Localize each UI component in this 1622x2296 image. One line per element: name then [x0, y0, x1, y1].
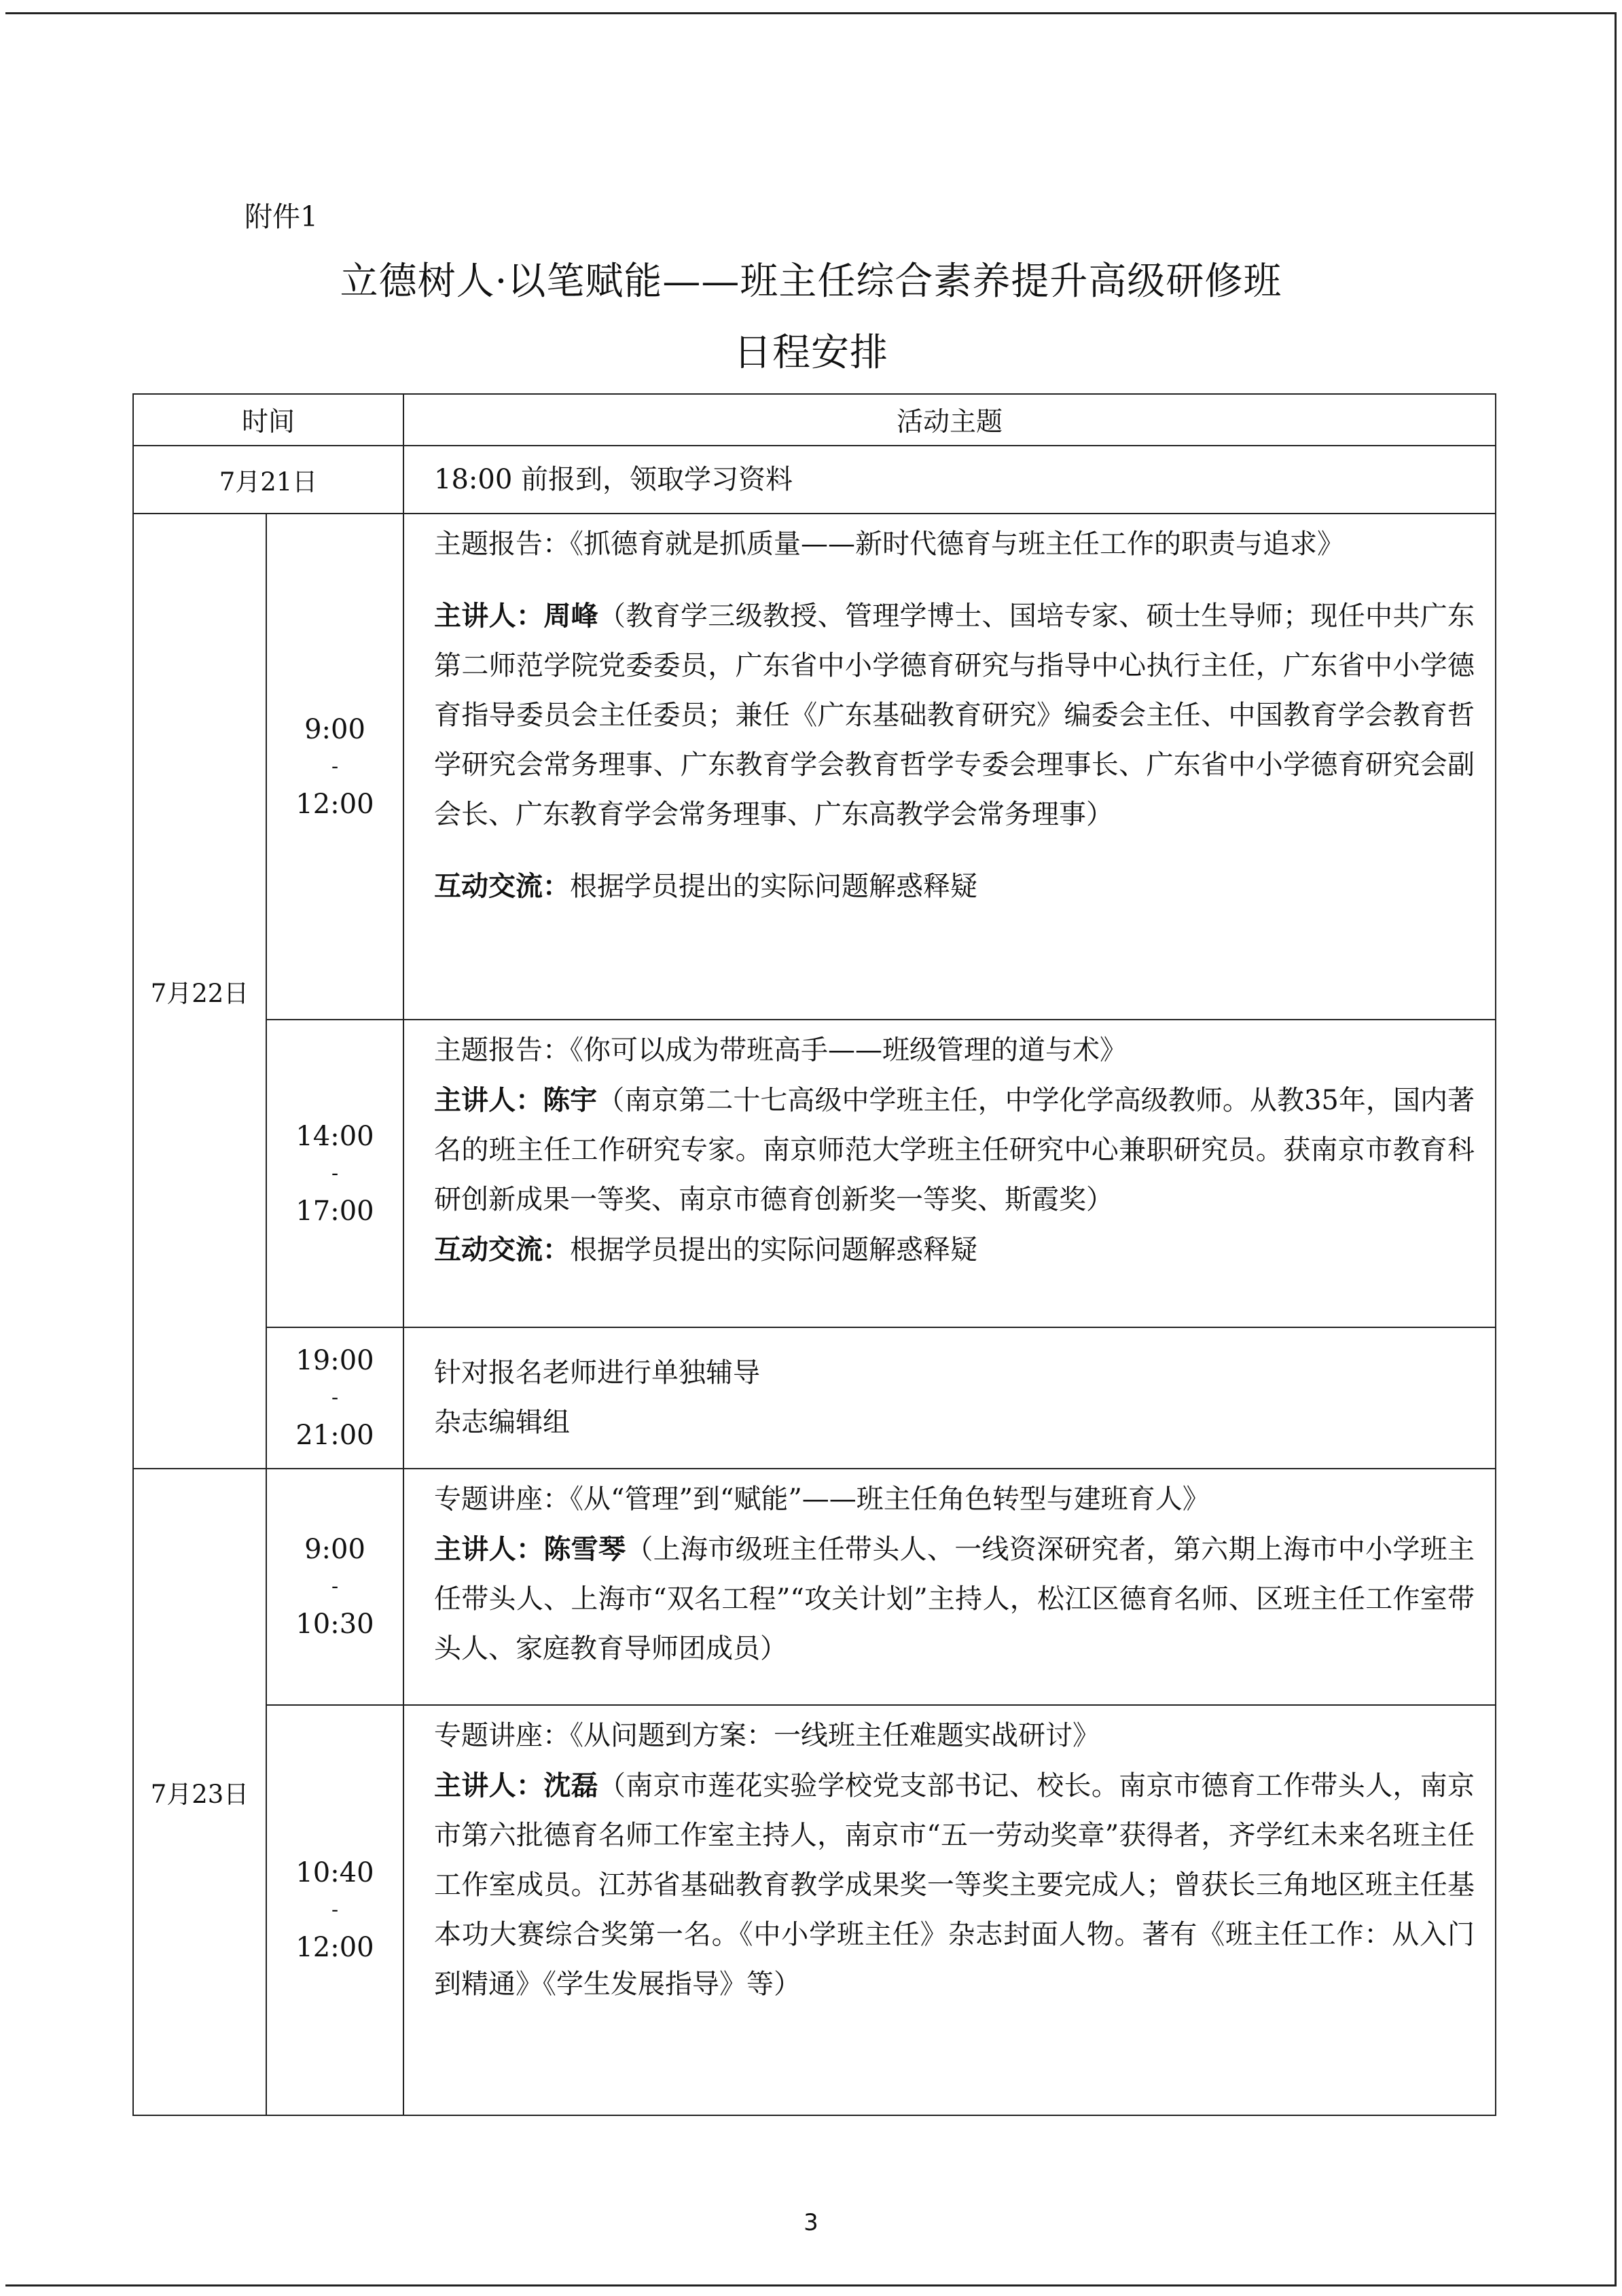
- attachment-label: 附件1: [245, 200, 319, 233]
- interaction-label: 互动交流：: [434, 1234, 571, 1266]
- activity-cell: [403, 1020, 1496, 1327]
- interaction-line: [434, 1225, 1475, 1275]
- speaker-line: [434, 591, 1475, 840]
- header-time: 时间: [133, 394, 403, 446]
- time-start: 9:00: [304, 713, 365, 745]
- table-row: [133, 1020, 1496, 1327]
- topic-label: 主题报告：: [434, 528, 571, 560]
- time-cell: [266, 1469, 403, 1705]
- speaker-line: [434, 1761, 1475, 2009]
- tutoring-line: 针对报名老师进行单独辅导: [434, 1357, 761, 1388]
- table-row: [133, 1469, 1496, 1705]
- time-cell: [266, 1705, 403, 2115]
- time-separator: -: [331, 754, 339, 778]
- activity-cell: [403, 446, 1496, 514]
- activity-cell: [403, 514, 1496, 1020]
- topic-line: [434, 520, 1475, 569]
- time-start: 14:00: [295, 1120, 374, 1152]
- speaker-label: 主讲人：: [434, 1533, 544, 1565]
- time-start: 10:40: [295, 1857, 374, 1888]
- time-separator: -: [331, 1386, 339, 1410]
- speaker-bio: （教育学三级教授、管理学博士、国培专家、硕士生导师；现任中共广东第二师范学院党委委员，广东省中小学德育研究与指导中心执行主任，广东省中小学德育指导委员会主任委员；兼任《广东基础教育研究》编委会主任、中国教育学会教育哲学研究会常务理事、广东教育学会教育哲学专委会理事长、广东省中小学德育研究会副会长、广东教育学会常务理事、广东高教学会常务理事）: [434, 600, 1475, 830]
- schedule-table: [132, 393, 1496, 2116]
- topic-title: 《你可以成为带班高手——班级管理的道与术》: [570, 1035, 1128, 1066]
- speaker-name: 周峰: [543, 600, 598, 632]
- topic-line: [434, 1475, 1475, 1524]
- date-cell: 7月23日: [133, 1469, 266, 2115]
- speaker-name: 沈磊: [543, 1770, 598, 1801]
- table-row: [133, 514, 1496, 1020]
- topic-line: [434, 1026, 1475, 1075]
- time-cell: [266, 1327, 403, 1469]
- document-subtitle: 日程安排: [734, 331, 888, 375]
- time-separator: -: [331, 1898, 339, 1922]
- time-start: 9:00: [304, 1534, 365, 1565]
- time-end: 10:30: [295, 1609, 374, 1640]
- table-row: [133, 1327, 1496, 1469]
- time-cell: [266, 514, 403, 1020]
- interaction-label: 互动交流：: [434, 870, 571, 902]
- topic-line: [434, 1711, 1475, 1761]
- document-title: 立德树人·以笔赋能——班主任综合素养提升高级研修班: [340, 259, 1282, 304]
- interaction-text: 根据学员提出的实际问题解惑释疑: [570, 1234, 978, 1266]
- topic-label: 主题报告：: [434, 1035, 571, 1066]
- topic-label: 专题讲座：: [434, 1484, 571, 1515]
- time-end: 12:00: [295, 788, 374, 820]
- speaker-line: [434, 1524, 1475, 1674]
- topic-title: 《从问题到方案：一线班主任难题实战研讨》: [570, 1720, 1100, 1751]
- editor-line: 杂志编辑组: [434, 1407, 571, 1438]
- time-start: 19:00: [295, 1345, 374, 1376]
- activity-cell: [403, 1327, 1496, 1469]
- table-row: [133, 446, 1496, 514]
- topic-title: 《抓德育就是抓质量——新时代德育与班主任工作的职责与追求》: [570, 528, 1345, 560]
- speaker-bio: （南京第二十七高级中学班主任，中学化学高级教师。从教35年，国内著名的班主任工作研究专家。南京师范大学班主任研究中心兼职研究员。获南京市教育科研创新成果一等奖、南京市德育创新奖一等奖、斯霞奖）: [434, 1085, 1475, 1215]
- date-cell: 7月22日: [133, 514, 266, 1469]
- activity-cell: [403, 1469, 1496, 1705]
- time-cell: [266, 1020, 403, 1327]
- speaker-name: 陈雪琴: [543, 1533, 626, 1565]
- time-end: 17:00: [295, 1195, 374, 1227]
- speaker-label: 主讲人：: [434, 600, 544, 632]
- speaker-name: 陈宇: [543, 1084, 598, 1116]
- topic-label: 专题讲座：: [434, 1720, 571, 1751]
- table-row: [133, 1705, 1496, 2115]
- interaction-text: 根据学员提出的实际问题解惑释疑: [570, 871, 978, 902]
- date-cell: 7月21日: [133, 446, 403, 514]
- speaker-bio: （南京市莲花实验学校党支部书记、校长。南京市德育工作带头人，南京市第六批德育名师工作室主持人，南京市“五一劳动奖章”获得者，齐学红未来名班主任工作室成员。江苏省基础教育教学成果奖一等奖主要完成人；曾获长三角地区班主任基本功大赛综合奖第一名。《中小学班主任》杂志封面人物。著有《班主任工作：从入门到精通》《学生发展指导》等）: [434, 1770, 1475, 2000]
- speaker-label: 主讲人：: [434, 1084, 543, 1116]
- time-end: 12:00: [295, 1932, 374, 1963]
- time-end: 21:00: [295, 1420, 374, 1451]
- interaction-line: [434, 861, 1475, 912]
- checkin-text: 18:00 前报到，领取学习资料: [434, 463, 793, 495]
- speaker-label: 主讲人：: [434, 1770, 544, 1801]
- activity-cell: [403, 1705, 1496, 2115]
- topic-title: 《从“管理”到“赋能”——班主任角色转型与建班育人》: [570, 1484, 1210, 1515]
- table-header-row: [133, 394, 1496, 446]
- page-number: 3: [804, 2209, 818, 2236]
- speaker-bio: （上海市级班主任带头人、一线资深研究者，第六期上海市中小学班主任带头人、上海市“双名工程”“攻关计划”主持人，松江区德育名师、区班主任工作室带头人、家庭教育导师团成员）: [434, 1534, 1475, 1664]
- time-separator: -: [331, 1575, 339, 1598]
- time-separator: -: [331, 1161, 339, 1185]
- speaker-line: [434, 1075, 1475, 1225]
- header-activity: 活动主题: [403, 394, 1496, 446]
